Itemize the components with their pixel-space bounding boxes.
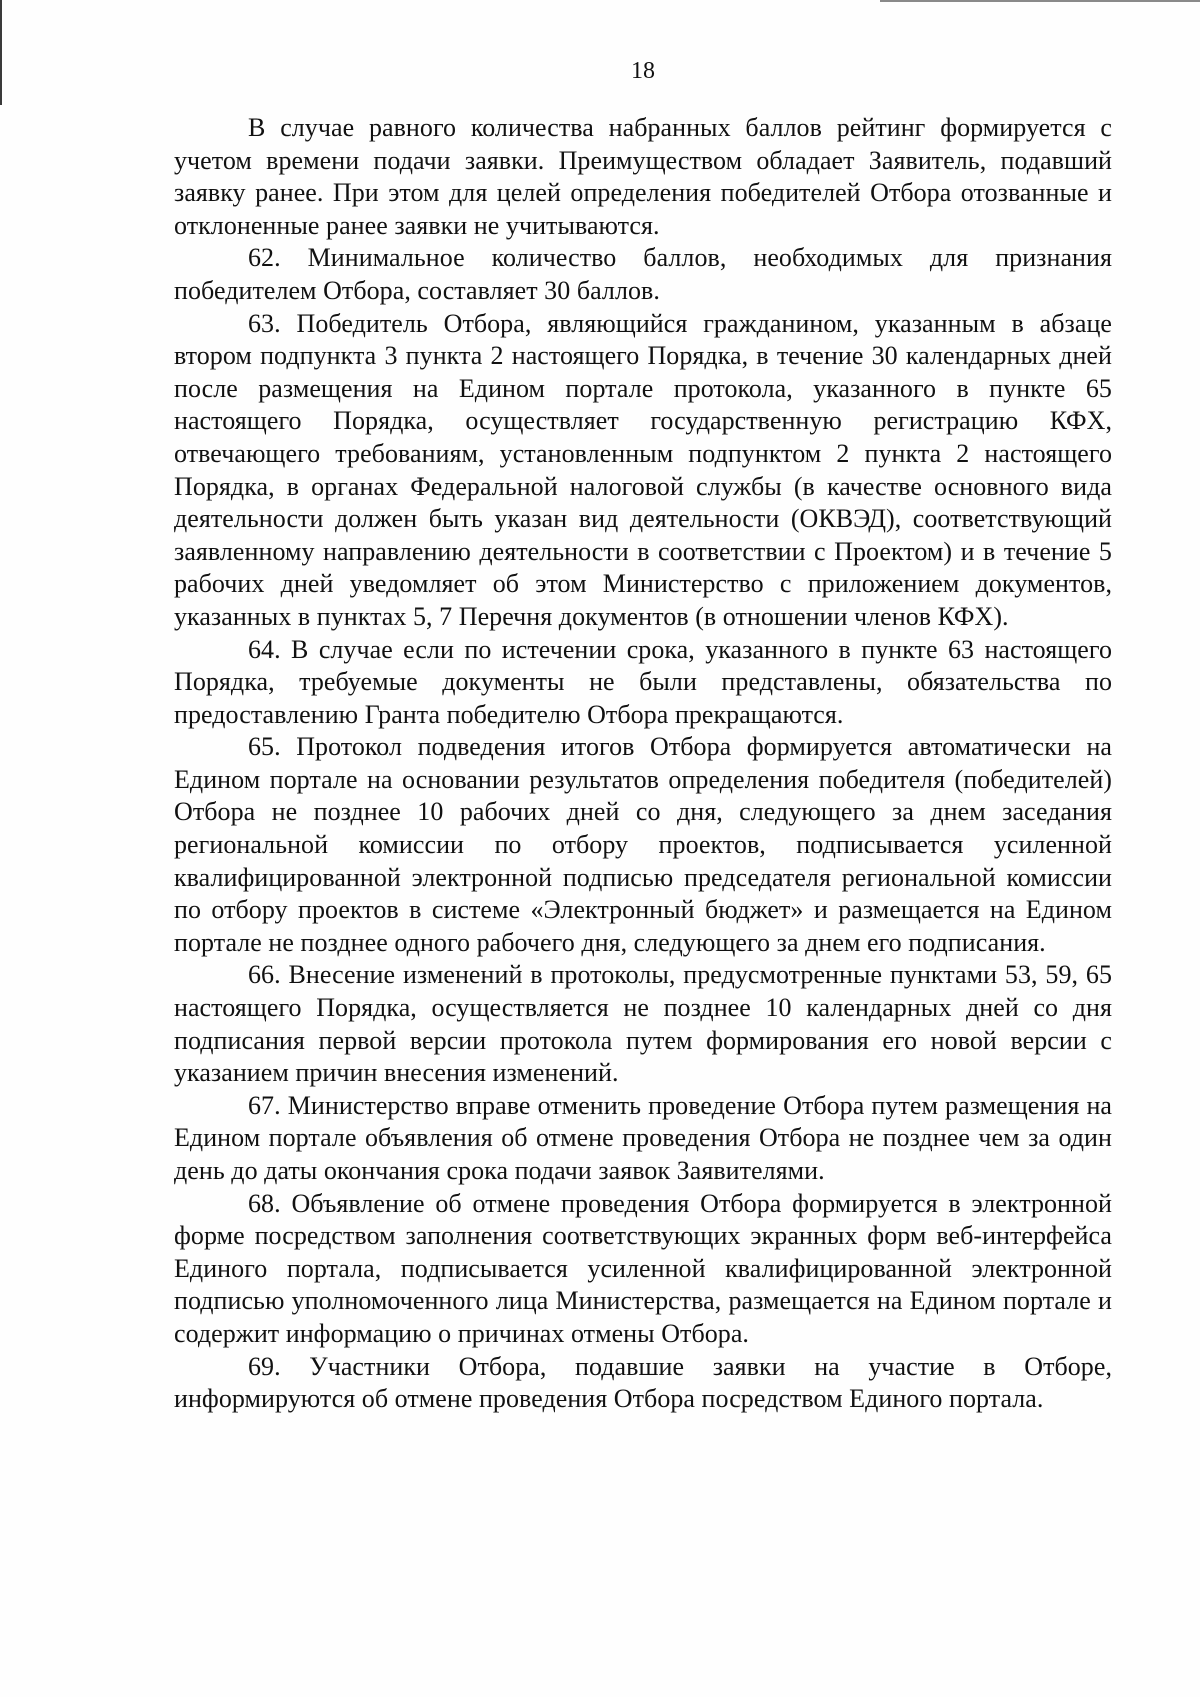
paragraph-62: 62. Минимальное количество баллов, необходимых для признания победителем Отбора, составляет 30 баллов.	[174, 243, 1112, 305]
paragraph-69: 69. Участники Отбора, подавшие заявки на участие в Отборе, информируются об отмене проведения Отбора посредством Единого портала.	[174, 1351, 1112, 1414]
paragraph-64: 64. В случае если по истечении срока, указанного в пункте 63 настоящего Порядка, требуемые документы не были представлены, обязательства по предоставлению Гранта победителю Отбора прекращаются.	[174, 634, 1112, 729]
page-number: 18	[631, 58, 655, 84]
paragraph-66: 66. Внесение изменений в протоколы, предусмотренные пунктами 53, 59, 65 настоящего Порядка, осуществляется не позднее 10 календарных дней со дня подписания первой версии протокола путем формирования его новой версии с указанием причин внесения изменений.	[174, 960, 1112, 1088]
scan-edge-top	[880, 0, 1200, 2]
paragraph-68: 68. Объявление об отмене проведения Отбора формируется в электронной форме посредством заполнения соответствующих экранных форм веб-интерфейса Единого портала, подписывается усиленной квалифицированной электронной подписью уполномоченного лица Министерства, размещается на Едином портале и содержит информацию о причинах отмены Отбора.	[174, 1188, 1112, 1348]
paragraph-rating-tie: В случае равного количества набранных баллов рейтинг формируется с учетом времени подачи заявки. Преимуществом обладает Заявитель, подавший заявку ранее. При этом для целей определения победителей Отбора отозванные и отклоненные ранее заявки не учитываются.	[174, 113, 1112, 240]
scan-edge-left	[0, 0, 2, 105]
paragraph-67: 67. Министерство вправе отменить проведение Отбора путем размещения на Едином портале объявления об отмене проведения Отбора не позднее чем за один день до даты окончания срока подачи заявок Заявителями.	[174, 1090, 1112, 1185]
document-body	[174, 112, 1112, 1416]
paragraph-65: 65. Протокол подведения итогов Отбора формируется автоматически на Едином портале на основании результатов определения победителя (победителей) Отбора не позднее 10 рабочих дней со дня, следующего за днем заседания региональной комиссии по отбору проектов, подписывается усиленной квалифицированной электронной подписью председателя региональной комиссии по отбору проектов в системе «Электронный бюджет» и размещается на Едином портале не позднее одного рабочего дня, следующего за днем его подписания.	[174, 732, 1112, 957]
paragraph-63: 63. Победитель Отбора, являющийся гражданином, указанным в абзаце втором подпункта 3 пункта 2 настоящего Порядка, в течение 30 календарных дней после размещения на Едином портале протокола, указанного в пункте 65 настоящего Порядка, осуществляет государственную регистрацию КФХ, отвечающего требованиям, установленным подпунктом 2 пункта 2 настоящего Порядка, в органах Федеральной налоговой службы (в качестве основного вида деятельности должен быть указан вид деятельности (ОКВЭД), соответствующий заявленному направлению деятельности в соответствии с Проектом) и в течение 5 рабочих дней уведомляет об этом Министерство с приложением документов, указанных в пунктах 5, 7 Перечня документов (в отношении членов КФХ).	[174, 308, 1112, 631]
